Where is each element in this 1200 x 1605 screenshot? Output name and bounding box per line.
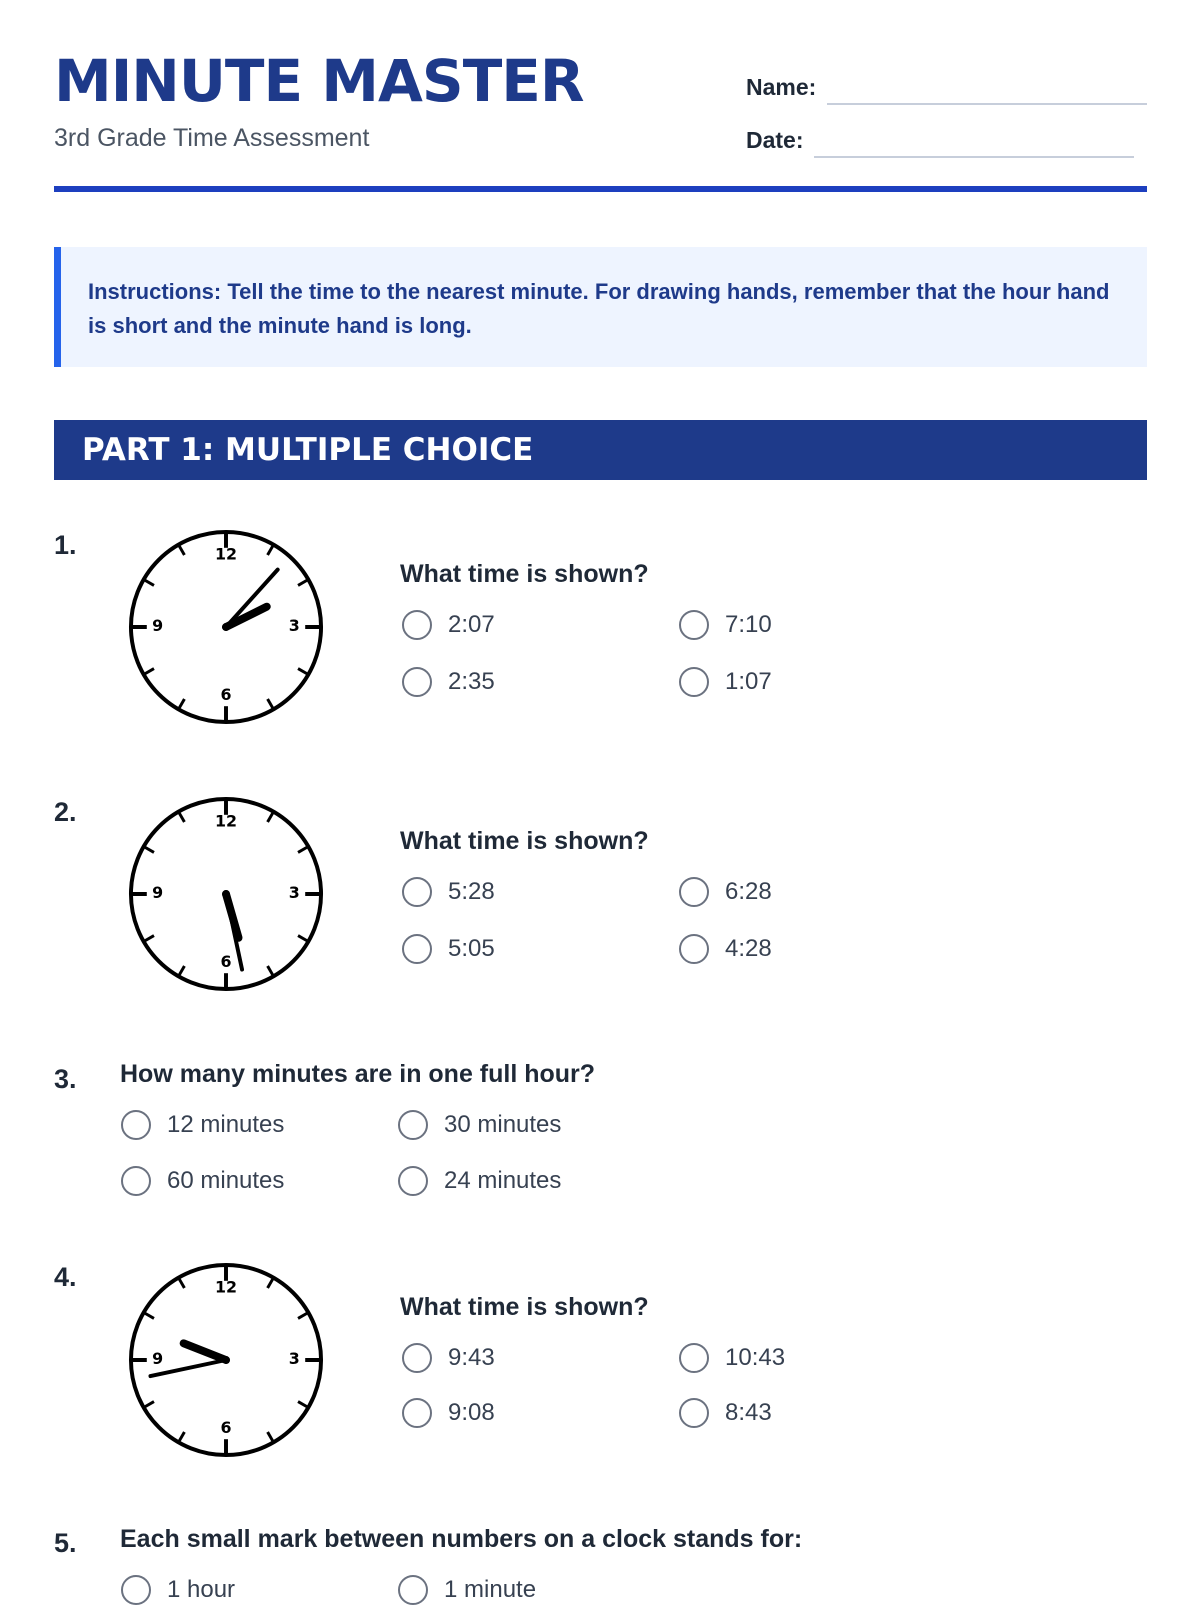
question-5-number: 5. — [54, 1528, 77, 1558]
date-label: Date: — [746, 127, 804, 153]
answer-label: 2:35 — [448, 668, 495, 695]
radio-button[interactable] — [402, 1398, 432, 1428]
clock-numeral: 12 — [214, 1277, 238, 1297]
question-1-number: 1. — [54, 530, 77, 560]
answer-option[interactable] — [679, 1398, 772, 1428]
radio-button[interactable] — [398, 1575, 428, 1605]
answer-option[interactable] — [398, 1575, 536, 1605]
answer-label: 5:28 — [448, 878, 495, 905]
question-5-prompt: Each small mark between numbers on a clock stands for: — [120, 1525, 803, 1553]
answer-label: 4:28 — [725, 935, 772, 962]
date-field[interactable] — [814, 156, 1134, 158]
answer-label: 7:10 — [725, 611, 772, 638]
question-4-prompt: What time is shown? — [400, 1293, 649, 1321]
answer-label: 30 minutes — [444, 1111, 562, 1138]
radio-button[interactable] — [402, 877, 432, 907]
answer-option[interactable] — [402, 610, 495, 640]
clock-numeral: 6 — [220, 685, 232, 705]
radio-button[interactable] — [679, 610, 709, 640]
radio-button[interactable] — [121, 1166, 151, 1196]
answer-option[interactable] — [121, 1166, 284, 1196]
clock-numeral: 12 — [214, 811, 238, 831]
center-pin — [222, 1356, 230, 1364]
name-field[interactable] — [827, 103, 1147, 105]
radio-button[interactable] — [121, 1110, 151, 1140]
answer-option[interactable] — [398, 1110, 561, 1140]
instructions-box: Instructions: Tell the time to the nearest minute. For drawing hands, remember that the hour hand is short and the minute hand is long. — [54, 247, 1147, 367]
answer-label: 5:05 — [448, 935, 495, 962]
answer-option[interactable] — [402, 1343, 495, 1373]
answer-option[interactable] — [679, 934, 772, 964]
answer-label: 12 minutes — [167, 1111, 285, 1138]
center-pin — [222, 890, 230, 898]
clock-numeral: 12 — [214, 544, 238, 564]
clock-numeral: 3 — [288, 615, 300, 635]
radio-button[interactable] — [679, 1343, 709, 1373]
answer-label: 1 hour — [167, 1576, 236, 1603]
answer-label: 1:07 — [725, 668, 772, 695]
radio-button[interactable] — [398, 1110, 428, 1140]
center-pin — [222, 623, 230, 631]
clock-numeral: 9 — [152, 882, 164, 902]
answer-label: 8:43 — [725, 1399, 772, 1426]
answer-label: 10:43 — [725, 1344, 786, 1371]
question-3-prompt: How many minutes are in one full hour? — [120, 1060, 596, 1088]
question-3-number: 3. — [54, 1064, 77, 1094]
answer-option[interactable] — [121, 1575, 235, 1605]
question-2-number: 2. — [54, 797, 77, 827]
clock-numeral: 3 — [288, 1348, 300, 1368]
answer-label: 9:08 — [448, 1399, 495, 1426]
answer-option[interactable] — [402, 667, 495, 697]
answer-option[interactable] — [402, 877, 495, 907]
question-1-prompt: What time is shown? — [400, 560, 649, 588]
radio-button[interactable] — [402, 934, 432, 964]
radio-button[interactable] — [679, 934, 709, 964]
answer-option[interactable] — [679, 1343, 785, 1373]
answer-label: 60 minutes — [167, 1167, 285, 1194]
answer-option[interactable] — [679, 877, 772, 907]
question-2-prompt: What time is shown? — [400, 827, 649, 855]
answer-option[interactable] — [121, 1110, 284, 1140]
radio-button[interactable] — [121, 1575, 151, 1605]
answer-label: 9:43 — [448, 1344, 495, 1371]
answer-option[interactable] — [679, 610, 772, 640]
clock-numeral: 6 — [220, 952, 232, 972]
clock-face — [127, 528, 325, 726]
radio-button[interactable] — [398, 1166, 428, 1196]
answer-option[interactable] — [679, 667, 772, 697]
name-label: Name: — [746, 74, 817, 100]
answer-option[interactable] — [398, 1166, 561, 1196]
radio-button[interactable] — [679, 667, 709, 697]
worksheet-subtitle: 3rd Grade Time Assessment — [54, 124, 370, 152]
radio-button[interactable] — [402, 610, 432, 640]
header-divider — [54, 186, 1147, 192]
answer-label: 6:28 — [725, 878, 772, 905]
worksheet-title: MINUTE MASTER — [54, 47, 584, 115]
answer-label: 24 minutes — [444, 1167, 562, 1194]
answer-option[interactable] — [402, 934, 495, 964]
radio-button[interactable] — [402, 1343, 432, 1373]
clock-numeral: 9 — [152, 615, 164, 635]
clock-numeral: 9 — [152, 1348, 164, 1368]
clock-numeral: 6 — [220, 1418, 232, 1438]
answer-label: 2:07 — [448, 611, 495, 638]
part-1-header: PART 1: MULTIPLE CHOICE — [54, 420, 1147, 480]
clock-face — [127, 795, 325, 993]
radio-button[interactable] — [402, 667, 432, 697]
clock-numeral: 3 — [288, 882, 300, 902]
radio-button[interactable] — [679, 1398, 709, 1428]
clock-face — [127, 1261, 325, 1459]
answer-option[interactable] — [402, 1398, 495, 1428]
radio-button[interactable] — [679, 877, 709, 907]
answer-label: 1 minute — [444, 1576, 537, 1603]
question-4-number: 4. — [54, 1262, 77, 1292]
